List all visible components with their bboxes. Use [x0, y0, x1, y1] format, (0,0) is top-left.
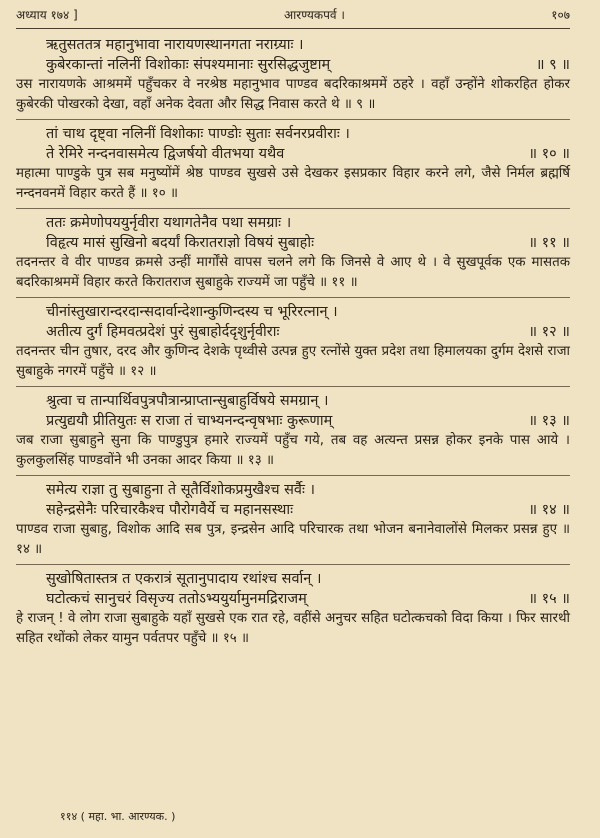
- sanskrit-line: [16, 55, 570, 75]
- verse-block: [16, 124, 570, 204]
- sanskrit-line: [16, 35, 570, 55]
- hindi-translation: जब राजा सुबाहुने सुना कि पाण्डुपुत्र हमारे राज्यमें पहुँच गये, तब वह अत्यन्त प्रसन्न होकर इनके पास आये । कुलकुलसिंह पाण्डवोंने भी उनका आदर किया ॥ १३ ॥: [16, 433, 570, 468]
- sanskrit-line: [16, 569, 570, 589]
- verse-number: ॥ ९ ॥: [535, 57, 570, 73]
- chapter-label: अध्याय १७४ ]: [16, 8, 78, 22]
- sanskrit-line: [16, 233, 570, 253]
- sanskrit-line: [16, 589, 570, 609]
- verse-number: ॥ १४ ॥: [528, 502, 570, 518]
- sanskrit-line: [16, 144, 570, 164]
- hindi-translation: महात्मा पाण्डुके पुत्र सब मनुष्योंमें श्रेष्ठ पाण्डव सुखसे उसे देखकर इसप्रकार विहार करने लगे, जैसे निर्मल ब्रह्मर्षि नन्दनवनमें विहार करते हैं ॥ १० ॥: [16, 166, 570, 201]
- sanskrit-line: [16, 322, 570, 342]
- sanskrit-text: चीनांस्तुखारान्दरदान्सदार्वान्देशान्कुणिन्दस्य च भूरिरत्नान् ।: [46, 304, 338, 320]
- verse-block: [16, 391, 570, 471]
- sanskrit-text: ततः क्रमेणोपययुर्नृवीरा यथागतेनैव पथा समग्राः ।: [46, 215, 292, 231]
- sanskrit-text: ऋतुसततत्र महानुभावा नारायणस्थानगता नराग्र्याः ।: [46, 37, 304, 53]
- sanskrit-text: सुखोषितास्तत्र त एकरात्रं सूतानुपादाय रथांश्च सर्वान् ।: [46, 571, 322, 587]
- sanskrit-text: प्रत्युद्ययौ प्रीतियुतः स राजा तं चाभ्यनन्दन्वृषभाः कुरूणाम्: [46, 413, 333, 429]
- section-divider: [16, 564, 570, 565]
- sanskrit-line: [16, 124, 570, 144]
- sanskrit-text: विहृत्य मासं सुखिनो बदर्यां किरातराज्ञो विषयं सुबाहोः: [46, 235, 315, 251]
- hindi-translation: तदनन्तर वे वीर पाण्डव क्रमसे उन्हीं मार्गोंसे वापस चलने लगे कि जिनसे वे आए थे । वे सुखपूर्वक एक मासतक बदरिकाश्रममें विहार करते किरातराज सुबाहुके राज्यमें जा पहुँचे ॥ ११ ॥: [16, 255, 570, 290]
- sanskrit-line: [16, 480, 570, 500]
- section-divider: [16, 208, 570, 209]
- verse-block: [16, 213, 570, 293]
- verse-block: [16, 302, 570, 382]
- page-body: [16, 35, 570, 649]
- sanskrit-text: सहेन्द्रसेनैः परिचारकैश्च पौरोगवैर्ये च महानसस्थाः: [46, 502, 294, 518]
- section-divider: [16, 297, 570, 298]
- sanskrit-text: समेत्य राज्ञा तु सुबाहुना ते सूतैर्विशोकप्रमुखैश्च सर्वैः ।: [46, 482, 316, 498]
- hindi-translation: उस नारायणके आश्रममें पहुँचकर वे नरश्रेष्ठ महानुभाव पाण्डव बदरिकाश्रममें ठहरे । वहाँ उन्होंने शोकरहित होकर कुबेरकी पोखरको देखा, वहाँ अनेक देवता और सिद्ध निवास करते थे ॥ ९ ॥: [16, 77, 570, 112]
- sanskrit-text: अतीत्य दुर्गं हिमवत्प्रदेशं पुरं सुबाहोर्ददृशुर्नृवीराः: [46, 324, 280, 340]
- sanskrit-line: [16, 391, 570, 411]
- sanskrit-text: ते रेमिरे नन्दनवासमेत्य द्विजर्षयो वीतभया यथैव: [46, 146, 285, 162]
- sanskrit-line: [16, 500, 570, 520]
- sanskrit-text: घटोत्कचं सानुचरं विसृज्य ततोऽभ्ययुर्यामुनमद्रिराजम्: [46, 591, 307, 607]
- sanskrit-text: कुबेरकान्तां नलिनीं विशोकाः संपश्यमानाः सुरसिद्धजुष्टाम्: [46, 57, 331, 73]
- verse-block: [16, 569, 570, 649]
- verse-number: ॥ १३ ॥: [528, 413, 570, 429]
- sanskrit-line: [16, 302, 570, 322]
- hindi-translation: पाण्डव राजा सुबाहु, विशोक आदि सब पुत्र, इन्द्रसेन आदि परिचारक तथा भोजन बनानेवालोंसे मिलकर प्रसन्न हुए ॥ १४ ॥: [16, 522, 570, 557]
- verse-number: ॥ १५ ॥: [528, 591, 570, 607]
- header-rule: [16, 28, 570, 29]
- page-header: [16, 6, 570, 26]
- hindi-translation: तदनन्तर चीन तुषार, दरद और कुणिन्द देशके पृथ्वीसे उत्पन्न हुए रत्नोंसे युक्त प्रदेश तथा हिमालयका दुर्गम देशसे राजा सुबाहुके नगरमें पहुँचे ॥ १२ ॥: [16, 344, 570, 379]
- page-footer: ११४ ( महा. भा. आरण्यक. ): [60, 810, 176, 823]
- verse-block: [16, 480, 570, 560]
- sanskrit-text: श्रुत्वा च तान्पार्थिवपुत्रपौत्रान्प्राप्तान्सुबाहुर्विषये समग्रान् ।: [46, 393, 329, 409]
- verse-number: ॥ १२ ॥: [528, 324, 570, 340]
- sanskrit-line: [16, 213, 570, 233]
- verse-number: ॥ ११ ॥: [528, 235, 570, 251]
- section-divider: [16, 475, 570, 476]
- section-divider: [16, 119, 570, 120]
- sanskrit-line: [16, 411, 570, 431]
- section-divider: [16, 386, 570, 387]
- hindi-translation: हे राजन् ! वे लोग राजा सुबाहुके यहाँ सुखसे एक रात रहे, वहींसे अनुचर सहित घटोत्कचको विदा किया । फिर सारथी सहित रथोंको लेकर यामुन पर्वतपर पहुँचे ॥ १५ ॥: [16, 611, 570, 646]
- parva-title: आरण्यकपर्व ।: [284, 8, 345, 22]
- verse-number: ॥ १० ॥: [528, 146, 570, 162]
- sanskrit-text: तां चाथ दृष्ट्वा नलिनीं विशोकाः पाण्डोः सुताः सर्वनरप्रवीराः ।: [46, 126, 350, 142]
- verse-block: [16, 35, 570, 115]
- page-number: १०७: [551, 8, 570, 22]
